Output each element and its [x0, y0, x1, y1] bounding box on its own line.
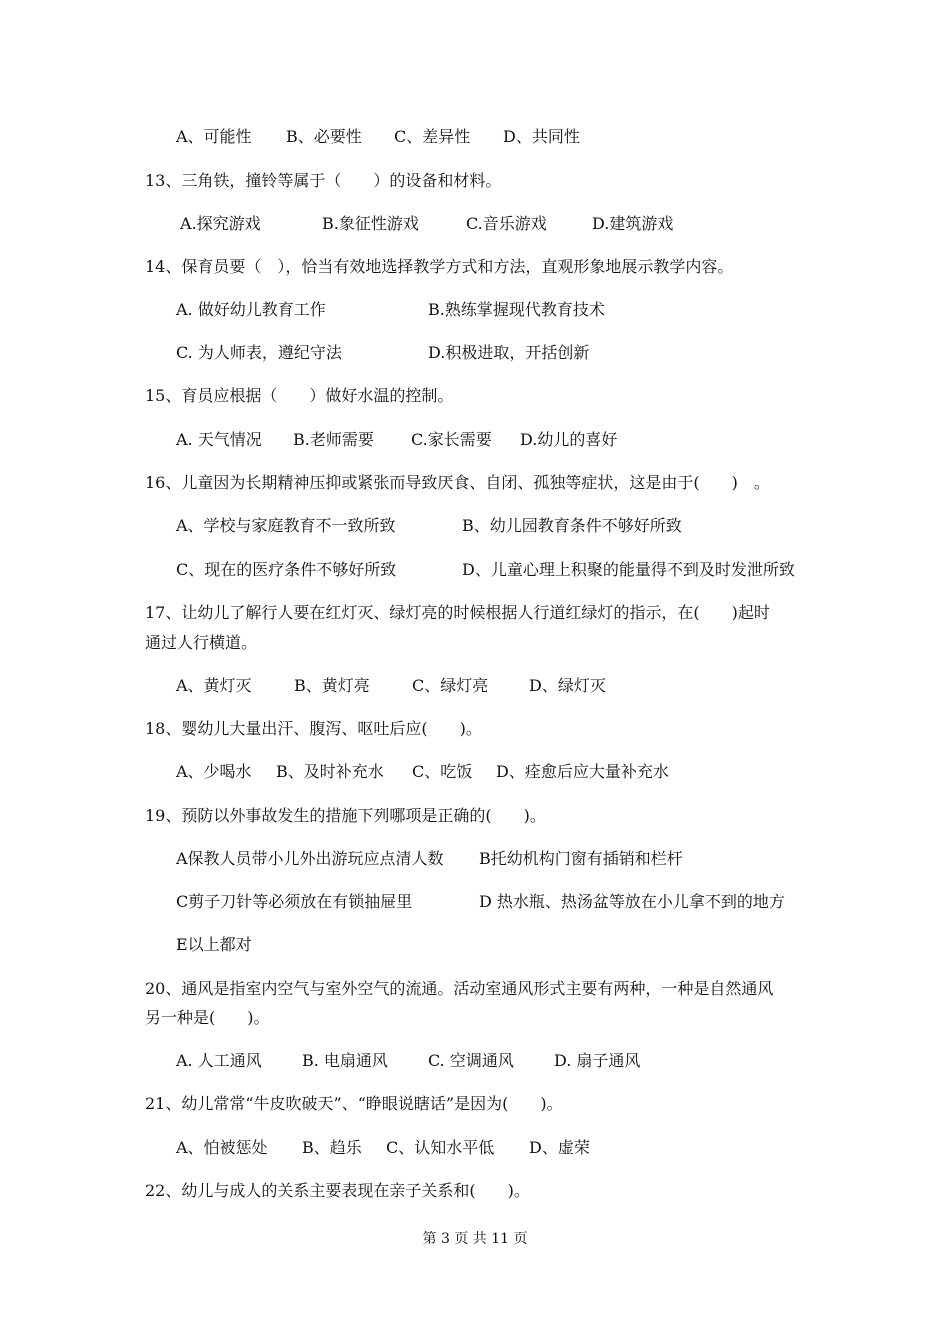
option-b: B、及时补充水: [276, 762, 384, 781]
option-b: B.老师需要: [293, 430, 374, 449]
question-18-options: [0, 762, 950, 782]
option-d: D、虚荣: [529, 1138, 590, 1157]
question-20-stem-line1: 20、通风是指室内空气与室外空气的流通。活动室通风形式主要有两种，一种是自然通风: [145, 979, 774, 998]
question-20-options: [0, 1051, 950, 1071]
question-21-stem: 21、幼儿常常“牛皮吹破天”、“睁眼说瞎话”是因为( )。: [145, 1094, 563, 1113]
option-d: D.幼儿的喜好: [520, 430, 618, 449]
option-d: D、共同性: [503, 127, 580, 146]
question-16-stem: 16、儿童因为长期精神压抑或紧张而导致厌食、自闭、孤独等症状，这是由于( ) 。: [145, 473, 770, 492]
question-14-options-row2: [0, 343, 950, 363]
option-b: B. 电扇通风: [302, 1051, 388, 1070]
option-a: A. 人工通风: [176, 1051, 262, 1070]
question-13-stem: 13、三角铁，撞铃等属于（ ）的设备和材料。: [145, 171, 502, 190]
option-b: B、必要性: [286, 127, 362, 146]
question-21-options: [0, 1138, 950, 1158]
option-a: A保教人员带小儿外出游玩应点清人数: [176, 849, 444, 868]
option-a: A、少喝水: [176, 762, 252, 781]
option-d: D、绿灯灭: [529, 676, 606, 695]
option-a: A、黄灯灭: [176, 676, 252, 695]
option-b: B、幼儿园教育条件不够好所致: [462, 516, 682, 535]
option-d: D、痊愈后应大量补充水: [496, 762, 669, 781]
option-b: B.象征性游戏: [322, 214, 419, 233]
option-b: B、黄灯亮: [294, 676, 370, 695]
option-c: C、绿灯亮: [412, 676, 489, 695]
option-c: C、现在的医疗条件不够好所致: [176, 560, 397, 579]
option-c: C剪子刀针等必须放在有锁抽屉里: [176, 892, 413, 911]
option-d: D 热水瓶、热汤盆等放在小儿拿不到的地方: [479, 892, 785, 911]
page-number-footer: 第 3 页 共 11 页: [422, 1231, 528, 1247]
option-a: A.探究游戏: [180, 214, 261, 233]
option-c: C.家长需要: [411, 430, 492, 449]
option-d: D.积极进取，开括创新: [428, 343, 590, 362]
question-19-options-row3: [0, 935, 950, 955]
option-c: C. 空调通风: [428, 1051, 514, 1070]
question-17-stem-line2: 通过人行横道。: [145, 633, 258, 652]
option-d: D、儿童心理上积聚的能量得不到及时发泄所致: [462, 560, 795, 579]
option-b: B.熟练掌握现代教育技术: [428, 300, 605, 319]
option-b: B托幼机构门窗有插销和栏杆: [479, 849, 683, 868]
option-e: E以上都对: [176, 935, 252, 954]
option-b: B、趋乐: [302, 1138, 362, 1157]
question-19-stem: 19、预防以外事故发生的措施下列哪项是正确的( )。: [145, 806, 546, 825]
question-13-options: [0, 214, 950, 234]
option-c: C、吃饭: [412, 762, 473, 781]
option-c: C、认知水平低: [386, 1138, 495, 1157]
question-12-options: [0, 127, 950, 147]
option-a: A、学校与家庭教育不一致所致: [176, 516, 396, 535]
option-a: A. 天气情况: [176, 430, 262, 449]
option-a: A、可能性: [176, 127, 252, 146]
question-18-stem: 18、婴幼儿大量出汗、腹泻、呕吐后应( )。: [145, 719, 482, 738]
question-14-options-row1: [0, 300, 950, 320]
option-d: D.建筑游戏: [592, 214, 674, 233]
question-17-stem-line1: 17、让幼儿了解行人要在红灯灭、绿灯亮的时候根据人行道红绿灯的指示，在( )起时: [145, 603, 770, 622]
question-20-stem-line2: 另一种是( )。: [145, 1008, 270, 1027]
question-19-options-row2: [0, 892, 950, 912]
question-15-stem: 15、育员应根据（ ）做好水温的控制。: [145, 386, 454, 405]
question-16-options-row1: [0, 516, 950, 536]
question-22-stem: 22、幼儿与成人的关系主要表现在亲子关系和( )。: [145, 1181, 530, 1200]
option-d: D. 扇子通风: [554, 1051, 641, 1070]
option-c: C. 为人师表，遵纪守法: [176, 343, 342, 362]
question-19-options-row1: [0, 849, 950, 869]
question-15-options: [0, 430, 950, 450]
question-16-options-row2: [0, 560, 950, 580]
question-17-options: [0, 676, 950, 696]
option-c: C、差异性: [394, 127, 471, 146]
question-14-stem: 14、保育员要（ ），恰当有效地选择教学方式和方法，直观形象地展示教学内容。: [145, 257, 734, 276]
option-a: A、怕被惩处: [176, 1138, 268, 1157]
option-c: C.音乐游戏: [466, 214, 547, 233]
option-a: A. 做好幼儿教育工作: [176, 300, 326, 319]
